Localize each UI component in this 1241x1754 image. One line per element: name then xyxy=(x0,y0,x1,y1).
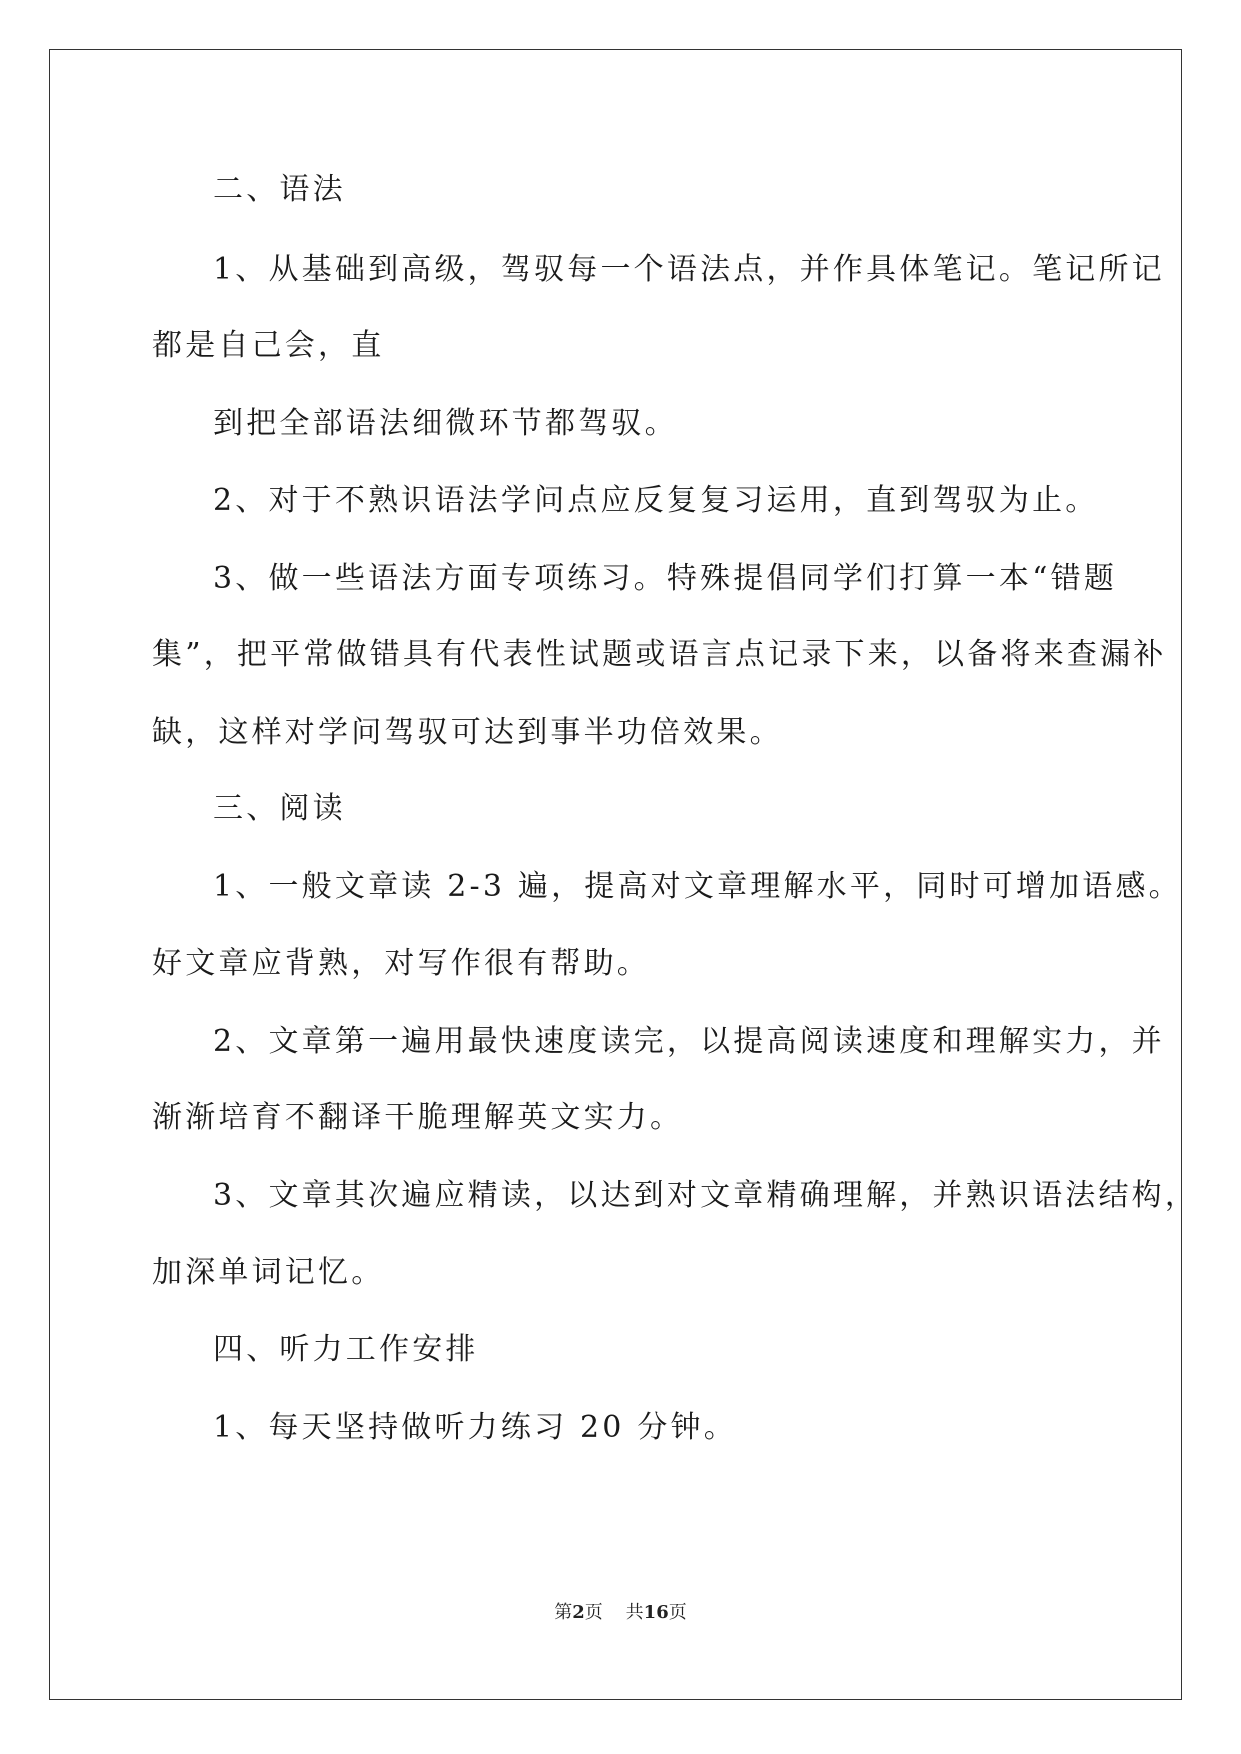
section-heading-grammar: 二、语法 xyxy=(213,172,346,207)
footer-total-pages: 16 xyxy=(643,1602,669,1623)
footer-page-number: 2 xyxy=(572,1602,585,1623)
paragraph-line: 渐渐培育不翻译干脆理解英文实力。 xyxy=(152,1100,684,1135)
section-heading-listening: 四、听力工作安排 xyxy=(213,1332,479,1367)
paragraph-line: 缺，这样对学问驾驭可达到事半功倍效果。 xyxy=(152,715,783,750)
paragraph-line: 2、对于不熟识语法学问点应反复复习运用，直到驾驭为止。 xyxy=(213,483,1099,518)
paragraph-line: 1、每天坚持做听力练习 20 分钟。 xyxy=(213,1410,737,1445)
paragraph-line: 3、文章其次遍应精读，以达到对文章精确理解，并熟识语法结构， xyxy=(213,1178,1199,1213)
paragraph-line: 1、从基础到高级，驾驭每一个语法点，并作具体笔记。笔记所记 xyxy=(213,252,1165,287)
paragraph-line: 到把全部语法细微环节都驾驭。 xyxy=(213,406,678,441)
paragraph-line: 2、文章第一遍用最快速度读完，以提高阅读速度和理解实力，并 xyxy=(213,1024,1165,1059)
paragraph-line: 加深单词记忆。 xyxy=(152,1255,385,1290)
footer-total-prefix: 共 xyxy=(625,1602,644,1623)
paragraph-line: 1、一般文章读 2-3 遍，提高对文章理解水平，同时可增加语感。 xyxy=(213,869,1182,904)
paragraph-line: 集”，把平常做错具有代表性试题或语言点记录下来，以备将来查漏补 xyxy=(152,637,1167,672)
footer-prefix: 第 xyxy=(554,1602,573,1623)
footer-total-suffix: 页 xyxy=(668,1602,687,1623)
section-heading-reading: 三、阅读 xyxy=(213,791,346,826)
paragraph-line: 好文章应背熟，对写作很有帮助。 xyxy=(152,946,650,981)
page-footer xyxy=(0,1601,1241,1625)
paragraph-line: 都是自己会，直 xyxy=(152,328,385,363)
footer-page-suffix: 页 xyxy=(584,1602,603,1623)
paragraph-line: 3、做一些语法方面专项练习。特殊提倡同学们打算一本“错题 xyxy=(213,561,1118,596)
